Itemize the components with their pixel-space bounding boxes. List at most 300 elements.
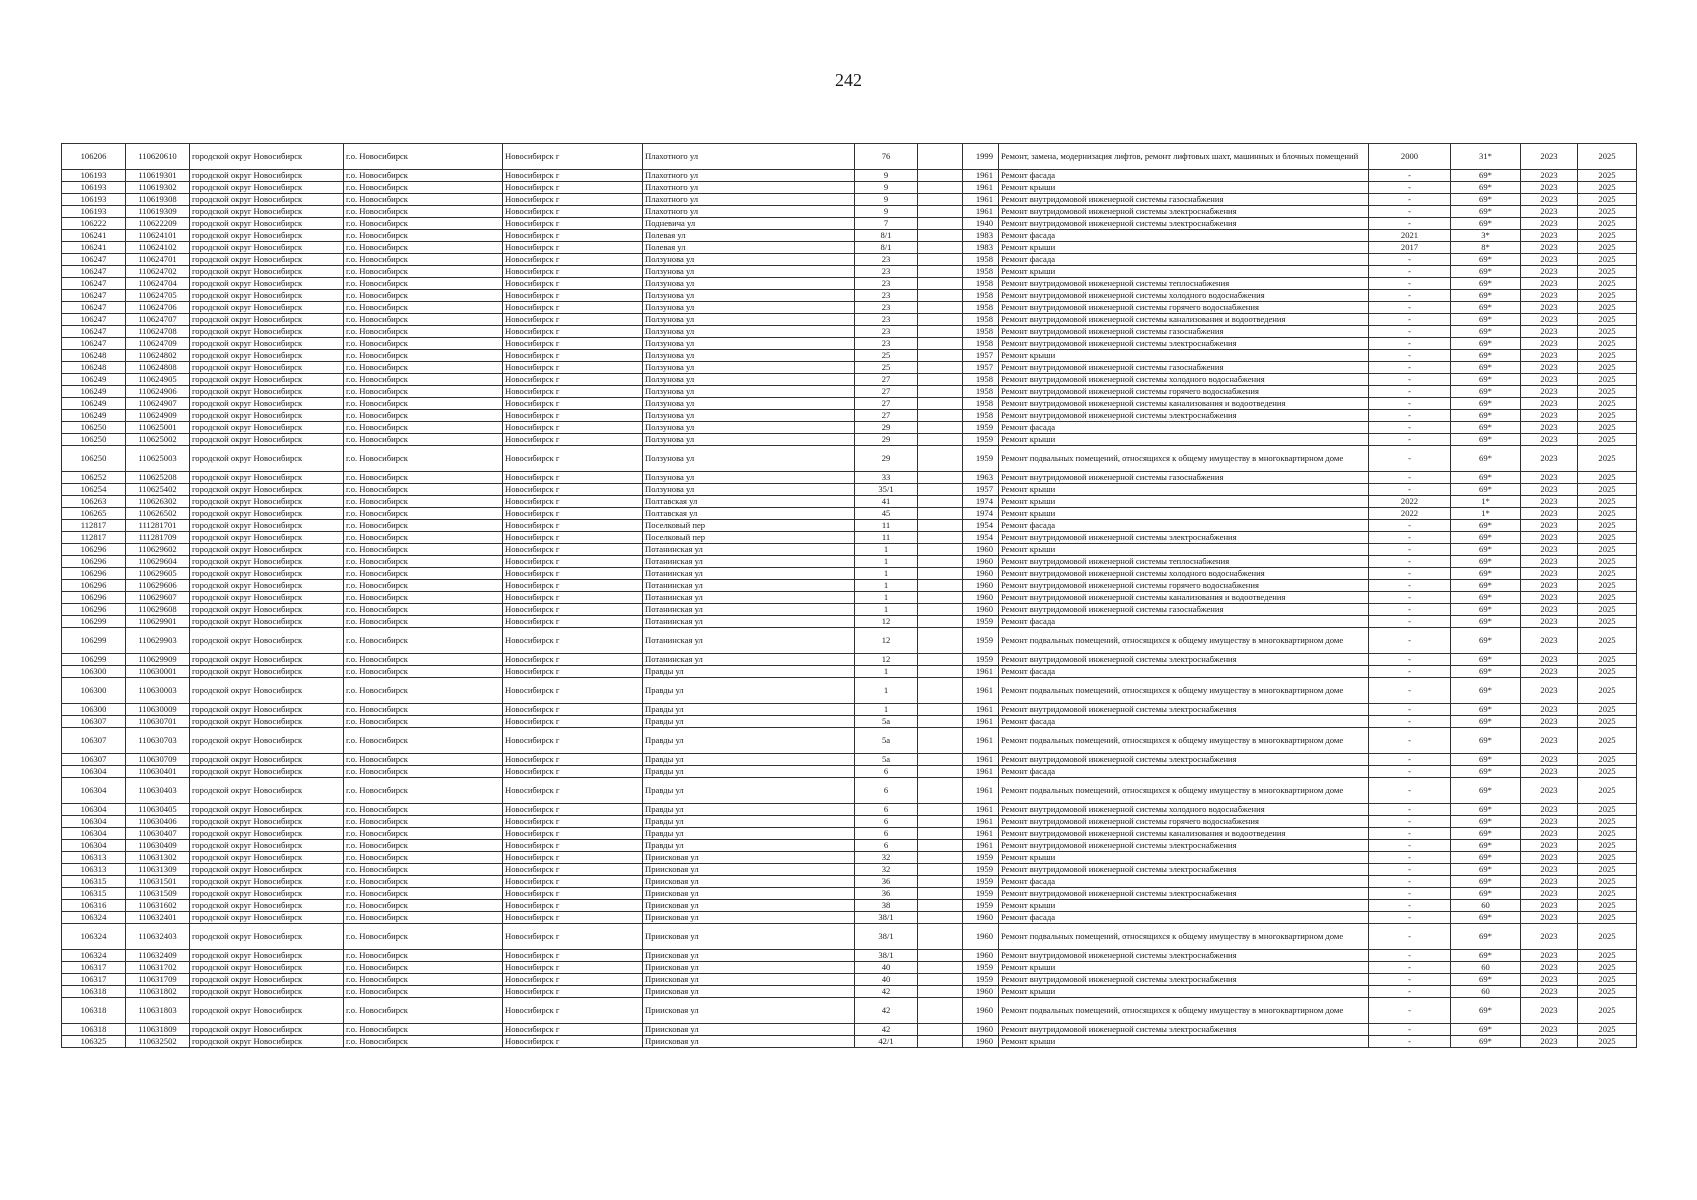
end-year-cell: 2025 xyxy=(1578,816,1637,828)
wear-cell: 69* xyxy=(1451,766,1521,778)
record-code-cell: 110629909 xyxy=(126,654,190,666)
house-number-cell: 23 xyxy=(855,266,918,278)
house-id-cell: 106249 xyxy=(62,386,126,398)
house-id-cell: 106315 xyxy=(62,888,126,900)
house-id-cell: 106304 xyxy=(62,816,126,828)
last-repair-year-cell: - xyxy=(1369,816,1451,828)
district-cell: г.о. Новосибирск xyxy=(344,386,503,398)
building-cell xyxy=(918,350,963,362)
last-repair-year-cell: 2000 xyxy=(1369,144,1451,170)
record-code-cell: 110630703 xyxy=(126,728,190,754)
start-year-cell: 2023 xyxy=(1521,230,1578,242)
house-id-cell: 106307 xyxy=(62,754,126,766)
work-type-cell: Ремонт фасада xyxy=(999,230,1369,242)
house-id-cell: 106324 xyxy=(62,912,126,924)
build-year-cell: 1959 xyxy=(963,434,999,446)
wear-cell: 69* xyxy=(1451,544,1521,556)
building-cell xyxy=(918,912,963,924)
city-cell: Новосибирск г xyxy=(503,604,643,616)
table-row xyxy=(62,472,1637,484)
wear-cell: 69* xyxy=(1451,350,1521,362)
end-year-cell: 2025 xyxy=(1578,446,1637,472)
district-cell: г.о. Новосибирск xyxy=(344,410,503,422)
last-repair-year-cell: - xyxy=(1369,986,1451,998)
wear-cell: 1* xyxy=(1451,496,1521,508)
last-repair-year-cell: - xyxy=(1369,754,1451,766)
wear-cell: 69* xyxy=(1451,604,1521,616)
city-cell: Новосибирск г xyxy=(503,876,643,888)
record-code-cell: 110624707 xyxy=(126,314,190,326)
wear-cell: 69* xyxy=(1451,484,1521,496)
house-id-cell: 106248 xyxy=(62,362,126,374)
build-year-cell: 1958 xyxy=(963,266,999,278)
municipality-cell: городской округ Новосибирск xyxy=(190,254,344,266)
house-id-cell: 106300 xyxy=(62,666,126,678)
record-code-cell: 110632502 xyxy=(126,1036,190,1048)
street-cell: Правды ул xyxy=(643,678,855,704)
start-year-cell: 2023 xyxy=(1521,678,1578,704)
street-cell: Ползунова ул xyxy=(643,434,855,446)
municipality-cell: городской округ Новосибирск xyxy=(190,496,344,508)
work-type-cell: Ремонт внутридомовой инженерной системы холодного водоснабжения xyxy=(999,568,1369,580)
city-cell: Новосибирск г xyxy=(503,816,643,828)
building-cell xyxy=(918,326,963,338)
end-year-cell: 2025 xyxy=(1578,434,1637,446)
record-code-cell: 110631309 xyxy=(126,864,190,876)
street-cell: Правды ул xyxy=(643,778,855,804)
build-year-cell: 1960 xyxy=(963,544,999,556)
work-type-cell: Ремонт внутридомовой инженерной системы электроснабжения xyxy=(999,754,1369,766)
house-number-cell: 9 xyxy=(855,182,918,194)
work-type-cell: Ремонт фасада xyxy=(999,716,1369,728)
street-cell: Приисковая ул xyxy=(643,852,855,864)
work-type-cell: Ремонт крыши xyxy=(999,962,1369,974)
build-year-cell: 1960 xyxy=(963,1024,999,1036)
building-cell xyxy=(918,568,963,580)
table-row xyxy=(62,544,1637,556)
last-repair-year-cell: - xyxy=(1369,350,1451,362)
work-type-cell: Ремонт фасада xyxy=(999,520,1369,532)
last-repair-year-cell: - xyxy=(1369,410,1451,422)
municipality-cell: городской округ Новосибирск xyxy=(190,338,344,350)
wear-cell: 69* xyxy=(1451,912,1521,924)
start-year-cell: 2023 xyxy=(1521,446,1578,472)
last-repair-year-cell: - xyxy=(1369,254,1451,266)
build-year-cell: 1961 xyxy=(963,728,999,754)
street-cell: Приисковая ул xyxy=(643,974,855,986)
table-row xyxy=(62,604,1637,616)
end-year-cell: 2025 xyxy=(1578,182,1637,194)
table-row xyxy=(62,754,1637,766)
house-number-cell: 1 xyxy=(855,568,918,580)
start-year-cell: 2023 xyxy=(1521,144,1578,170)
municipality-cell: городской округ Новосибирск xyxy=(190,218,344,230)
municipality-cell: городской округ Новосибирск xyxy=(190,888,344,900)
record-code-cell: 110624808 xyxy=(126,362,190,374)
municipality-cell: городской округ Новосибирск xyxy=(190,816,344,828)
build-year-cell: 1954 xyxy=(963,532,999,544)
last-repair-year-cell: - xyxy=(1369,728,1451,754)
municipality-cell: городской округ Новосибирск xyxy=(190,144,344,170)
start-year-cell: 2023 xyxy=(1521,778,1578,804)
work-type-cell: Ремонт фасада xyxy=(999,876,1369,888)
work-type-cell: Ремонт фасада xyxy=(999,766,1369,778)
end-year-cell: 2025 xyxy=(1578,852,1637,864)
build-year-cell: 1959 xyxy=(963,654,999,666)
street-cell: Потанинская ул xyxy=(643,544,855,556)
start-year-cell: 2023 xyxy=(1521,816,1578,828)
municipality-cell: городской округ Новосибирск xyxy=(190,754,344,766)
build-year-cell: 1958 xyxy=(963,278,999,290)
district-cell: г.о. Новосибирск xyxy=(344,556,503,568)
record-code-cell: 110630405 xyxy=(126,804,190,816)
end-year-cell: 2025 xyxy=(1578,666,1637,678)
start-year-cell: 2023 xyxy=(1521,170,1578,182)
building-cell xyxy=(918,1036,963,1048)
municipality-cell: городской округ Новосибирск xyxy=(190,628,344,654)
start-year-cell: 2023 xyxy=(1521,314,1578,326)
work-type-cell: Ремонт внутридомовой инженерной системы электроснабжения xyxy=(999,410,1369,422)
start-year-cell: 2023 xyxy=(1521,986,1578,998)
building-cell xyxy=(918,678,963,704)
wear-cell: 69* xyxy=(1451,704,1521,716)
city-cell: Новосибирск г xyxy=(503,852,643,864)
district-cell: г.о. Новосибирск xyxy=(344,580,503,592)
start-year-cell: 2023 xyxy=(1521,484,1578,496)
wear-cell: 69* xyxy=(1451,170,1521,182)
house-id-cell: 106299 xyxy=(62,654,126,666)
municipality-cell: городской округ Новосибирск xyxy=(190,508,344,520)
district-cell: г.о. Новосибирск xyxy=(344,852,503,864)
end-year-cell: 2025 xyxy=(1578,386,1637,398)
district-cell: г.о. Новосибирск xyxy=(344,716,503,728)
build-year-cell: 1958 xyxy=(963,290,999,302)
work-type-cell: Ремонт внутридомовой инженерной системы горячего водоснабжения xyxy=(999,816,1369,828)
table-row xyxy=(62,678,1637,704)
municipality-cell: городской округ Новосибирск xyxy=(190,950,344,962)
building-cell xyxy=(918,766,963,778)
municipality-cell: городской округ Новосибирск xyxy=(190,678,344,704)
house-number-cell: 11 xyxy=(855,520,918,532)
wear-cell: 69* xyxy=(1451,568,1521,580)
build-year-cell: 1961 xyxy=(963,678,999,704)
record-code-cell: 110631509 xyxy=(126,888,190,900)
city-cell: Новосибирск г xyxy=(503,804,643,816)
table-row xyxy=(62,568,1637,580)
work-type-cell: Ремонт внутридомовой инженерной системы теплоснабжения xyxy=(999,556,1369,568)
building-cell xyxy=(918,962,963,974)
wear-cell: 69* xyxy=(1451,194,1521,206)
record-code-cell: 110624907 xyxy=(126,398,190,410)
build-year-cell: 1958 xyxy=(963,410,999,422)
last-repair-year-cell: - xyxy=(1369,266,1451,278)
municipality-cell: городской округ Новосибирск xyxy=(190,654,344,666)
table-row xyxy=(62,302,1637,314)
house-id-cell: 106307 xyxy=(62,728,126,754)
work-type-cell: Ремонт крыши xyxy=(999,852,1369,864)
house-number-cell: 25 xyxy=(855,362,918,374)
start-year-cell: 2023 xyxy=(1521,974,1578,986)
last-repair-year-cell: - xyxy=(1369,804,1451,816)
wear-cell: 31* xyxy=(1451,144,1521,170)
build-year-cell: 1960 xyxy=(963,912,999,924)
last-repair-year-cell: - xyxy=(1369,998,1451,1024)
build-year-cell: 1959 xyxy=(963,900,999,912)
district-cell: г.о. Новосибирск xyxy=(344,266,503,278)
wear-cell: 69* xyxy=(1451,422,1521,434)
table-row xyxy=(62,434,1637,446)
municipality-cell: городской округ Новосибирск xyxy=(190,962,344,974)
street-cell: Правды ул xyxy=(643,816,855,828)
start-year-cell: 2023 xyxy=(1521,434,1578,446)
street-cell: Полтавская ул xyxy=(643,496,855,508)
city-cell: Новосибирск г xyxy=(503,580,643,592)
wear-cell: 69* xyxy=(1451,678,1521,704)
house-id-cell: 106296 xyxy=(62,604,126,616)
street-cell: Правды ул xyxy=(643,666,855,678)
last-repair-year-cell: - xyxy=(1369,398,1451,410)
build-year-cell: 1960 xyxy=(963,998,999,1024)
district-cell: г.о. Новосибирск xyxy=(344,242,503,254)
city-cell: Новосибирск г xyxy=(503,230,643,242)
street-cell: Ползунова ул xyxy=(643,290,855,302)
building-cell xyxy=(918,278,963,290)
start-year-cell: 2023 xyxy=(1521,852,1578,864)
last-repair-year-cell: - xyxy=(1369,766,1451,778)
building-cell xyxy=(918,754,963,766)
building-cell xyxy=(918,302,963,314)
district-cell: г.о. Новосибирск xyxy=(344,422,503,434)
district-cell: г.о. Новосибирск xyxy=(344,950,503,962)
last-repair-year-cell: - xyxy=(1369,194,1451,206)
house-id-cell: 112817 xyxy=(62,520,126,532)
district-cell: г.о. Новосибирск xyxy=(344,998,503,1024)
build-year-cell: 1961 xyxy=(963,170,999,182)
district-cell: г.о. Новосибирск xyxy=(344,754,503,766)
start-year-cell: 2023 xyxy=(1521,568,1578,580)
end-year-cell: 2025 xyxy=(1578,556,1637,568)
last-repair-year-cell: - xyxy=(1369,974,1451,986)
end-year-cell: 2025 xyxy=(1578,912,1637,924)
end-year-cell: 2025 xyxy=(1578,950,1637,962)
end-year-cell: 2025 xyxy=(1578,326,1637,338)
city-cell: Новосибирск г xyxy=(503,924,643,950)
end-year-cell: 2025 xyxy=(1578,398,1637,410)
street-cell: Приисковая ул xyxy=(643,950,855,962)
work-type-cell: Ремонт крыши xyxy=(999,986,1369,998)
work-type-cell: Ремонт внутридомовой инженерной системы электроснабжения xyxy=(999,888,1369,900)
street-cell: Плахотного ул xyxy=(643,144,855,170)
city-cell: Новосибирск г xyxy=(503,446,643,472)
table-row xyxy=(62,840,1637,852)
last-repair-year-cell: - xyxy=(1369,580,1451,592)
record-code-cell: 110619302 xyxy=(126,182,190,194)
build-year-cell: 1960 xyxy=(963,592,999,604)
table-row xyxy=(62,386,1637,398)
house-number-cell: 23 xyxy=(855,338,918,350)
house-id-cell: 106263 xyxy=(62,496,126,508)
last-repair-year-cell: - xyxy=(1369,484,1451,496)
work-type-cell: Ремонт внутридомовой инженерной системы электроснабжения xyxy=(999,654,1369,666)
record-code-cell: 110624102 xyxy=(126,242,190,254)
wear-cell: 8* xyxy=(1451,242,1521,254)
table-row xyxy=(62,864,1637,876)
district-cell: г.о. Новосибирск xyxy=(344,592,503,604)
municipality-cell: городской округ Новосибирск xyxy=(190,242,344,254)
table-row xyxy=(62,876,1637,888)
build-year-cell: 1958 xyxy=(963,254,999,266)
end-year-cell: 2025 xyxy=(1578,604,1637,616)
wear-cell: 69* xyxy=(1451,446,1521,472)
city-cell: Новосибирск г xyxy=(503,362,643,374)
last-repair-year-cell: 2017 xyxy=(1369,242,1451,254)
work-type-cell: Ремонт подвальных помещений, относящихся к общему имуществу в многоквартирном доме xyxy=(999,728,1369,754)
house-id-cell: 106313 xyxy=(62,864,126,876)
work-type-cell: Ремонт внутридомовой инженерной системы электроснабжения xyxy=(999,704,1369,716)
table-row xyxy=(62,852,1637,864)
house-id-cell: 106296 xyxy=(62,568,126,580)
street-cell: Полевая ул xyxy=(643,242,855,254)
building-cell xyxy=(918,616,963,628)
last-repair-year-cell: - xyxy=(1369,778,1451,804)
city-cell: Новосибирск г xyxy=(503,434,643,446)
house-id-cell: 106299 xyxy=(62,628,126,654)
record-code-cell: 110624704 xyxy=(126,278,190,290)
house-id-cell: 106317 xyxy=(62,974,126,986)
building-cell xyxy=(918,386,963,398)
start-year-cell: 2023 xyxy=(1521,422,1578,434)
street-cell: Ползунова ул xyxy=(643,266,855,278)
city-cell: Новосибирск г xyxy=(503,170,643,182)
last-repair-year-cell: - xyxy=(1369,678,1451,704)
last-repair-year-cell: - xyxy=(1369,206,1451,218)
work-type-cell: Ремонт подвальных помещений, относящихся к общему имуществу в многоквартирном доме xyxy=(999,998,1369,1024)
house-id-cell: 106324 xyxy=(62,924,126,950)
start-year-cell: 2023 xyxy=(1521,804,1578,816)
district-cell: г.о. Новосибирск xyxy=(344,900,503,912)
house-number-cell: 5а xyxy=(855,754,918,766)
table-row xyxy=(62,666,1637,678)
city-cell: Новосибирск г xyxy=(503,350,643,362)
end-year-cell: 2025 xyxy=(1578,278,1637,290)
build-year-cell: 1958 xyxy=(963,374,999,386)
wear-cell: 69* xyxy=(1451,628,1521,654)
build-year-cell: 1957 xyxy=(963,350,999,362)
record-code-cell: 110631709 xyxy=(126,974,190,986)
repair-schedule-table xyxy=(61,143,1637,1048)
house-number-cell: 1 xyxy=(855,704,918,716)
end-year-cell: 2025 xyxy=(1578,544,1637,556)
table-row xyxy=(62,338,1637,350)
district-cell: г.о. Новосибирск xyxy=(344,568,503,580)
municipality-cell: городской округ Новосибирск xyxy=(190,666,344,678)
house-id-cell: 106304 xyxy=(62,804,126,816)
last-repair-year-cell: - xyxy=(1369,962,1451,974)
build-year-cell: 1961 xyxy=(963,666,999,678)
start-year-cell: 2023 xyxy=(1521,254,1578,266)
building-cell xyxy=(918,532,963,544)
build-year-cell: 1959 xyxy=(963,962,999,974)
district-cell: г.о. Новосибирск xyxy=(344,1024,503,1036)
work-type-cell: Ремонт внутридомовой инженерной системы электроснабжения xyxy=(999,974,1369,986)
wear-cell: 69* xyxy=(1451,924,1521,950)
start-year-cell: 2023 xyxy=(1521,912,1578,924)
house-number-cell: 8/1 xyxy=(855,230,918,242)
last-repair-year-cell: - xyxy=(1369,568,1451,580)
work-type-cell: Ремонт фасада xyxy=(999,666,1369,678)
district-cell: г.о. Новосибирск xyxy=(344,986,503,998)
record-code-cell: 110631501 xyxy=(126,876,190,888)
municipality-cell: городской округ Новосибирск xyxy=(190,266,344,278)
building-cell xyxy=(918,628,963,654)
record-code-cell: 110624101 xyxy=(126,230,190,242)
end-year-cell: 2025 xyxy=(1578,628,1637,654)
building-cell xyxy=(918,950,963,962)
city-cell: Новосибирск г xyxy=(503,290,643,302)
house-id-cell: 106325 xyxy=(62,1036,126,1048)
street-cell: Плахотного ул xyxy=(643,182,855,194)
table-row xyxy=(62,962,1637,974)
municipality-cell: городской округ Новосибирск xyxy=(190,998,344,1024)
house-number-cell: 32 xyxy=(855,864,918,876)
district-cell: г.о. Новосибирск xyxy=(344,350,503,362)
municipality-cell: городской округ Новосибирск xyxy=(190,568,344,580)
build-year-cell: 1940 xyxy=(963,218,999,230)
district-cell: г.о. Новосибирск xyxy=(344,876,503,888)
build-year-cell: 1960 xyxy=(963,580,999,592)
building-cell xyxy=(918,924,963,950)
record-code-cell: 110625001 xyxy=(126,422,190,434)
district-cell: г.о. Новосибирск xyxy=(344,230,503,242)
wear-cell: 69* xyxy=(1451,666,1521,678)
house-number-cell: 6 xyxy=(855,816,918,828)
wear-cell: 69* xyxy=(1451,852,1521,864)
building-cell xyxy=(918,338,963,350)
record-code-cell: 110629607 xyxy=(126,592,190,604)
wear-cell: 69* xyxy=(1451,778,1521,804)
house-number-cell: 41 xyxy=(855,496,918,508)
record-code-cell: 110630406 xyxy=(126,816,190,828)
work-type-cell: Ремонт фасада xyxy=(999,616,1369,628)
house-number-cell: 6 xyxy=(855,804,918,816)
build-year-cell: 1999 xyxy=(963,144,999,170)
start-year-cell: 2023 xyxy=(1521,532,1578,544)
wear-cell: 69* xyxy=(1451,1036,1521,1048)
table-row xyxy=(62,520,1637,532)
last-repair-year-cell: 2022 xyxy=(1369,508,1451,520)
build-year-cell: 1961 xyxy=(963,754,999,766)
street-cell: Плахотного ул xyxy=(643,206,855,218)
municipality-cell: городской округ Новосибирск xyxy=(190,520,344,532)
last-repair-year-cell: - xyxy=(1369,434,1451,446)
district-cell: г.о. Новосибирск xyxy=(344,338,503,350)
work-type-cell: Ремонт, замена, модернизация лифтов, ремонт лифтовых шахт, машинных и блочных помещений xyxy=(999,144,1369,170)
building-cell xyxy=(918,144,963,170)
district-cell: г.о. Новосибирск xyxy=(344,728,503,754)
building-cell xyxy=(918,520,963,532)
city-cell: Новосибирск г xyxy=(503,556,643,568)
work-type-cell: Ремонт внутридомовой инженерной системы холодного водоснабжения xyxy=(999,804,1369,816)
start-year-cell: 2023 xyxy=(1521,556,1578,568)
wear-cell: 69* xyxy=(1451,182,1521,194)
end-year-cell: 2025 xyxy=(1578,888,1637,900)
house-number-cell: 42 xyxy=(855,998,918,1024)
city-cell: Новосибирск г xyxy=(503,496,643,508)
street-cell: Ползунова ул xyxy=(643,338,855,350)
table-row xyxy=(62,654,1637,666)
city-cell: Новосибирск г xyxy=(503,144,643,170)
wear-cell: 69* xyxy=(1451,556,1521,568)
